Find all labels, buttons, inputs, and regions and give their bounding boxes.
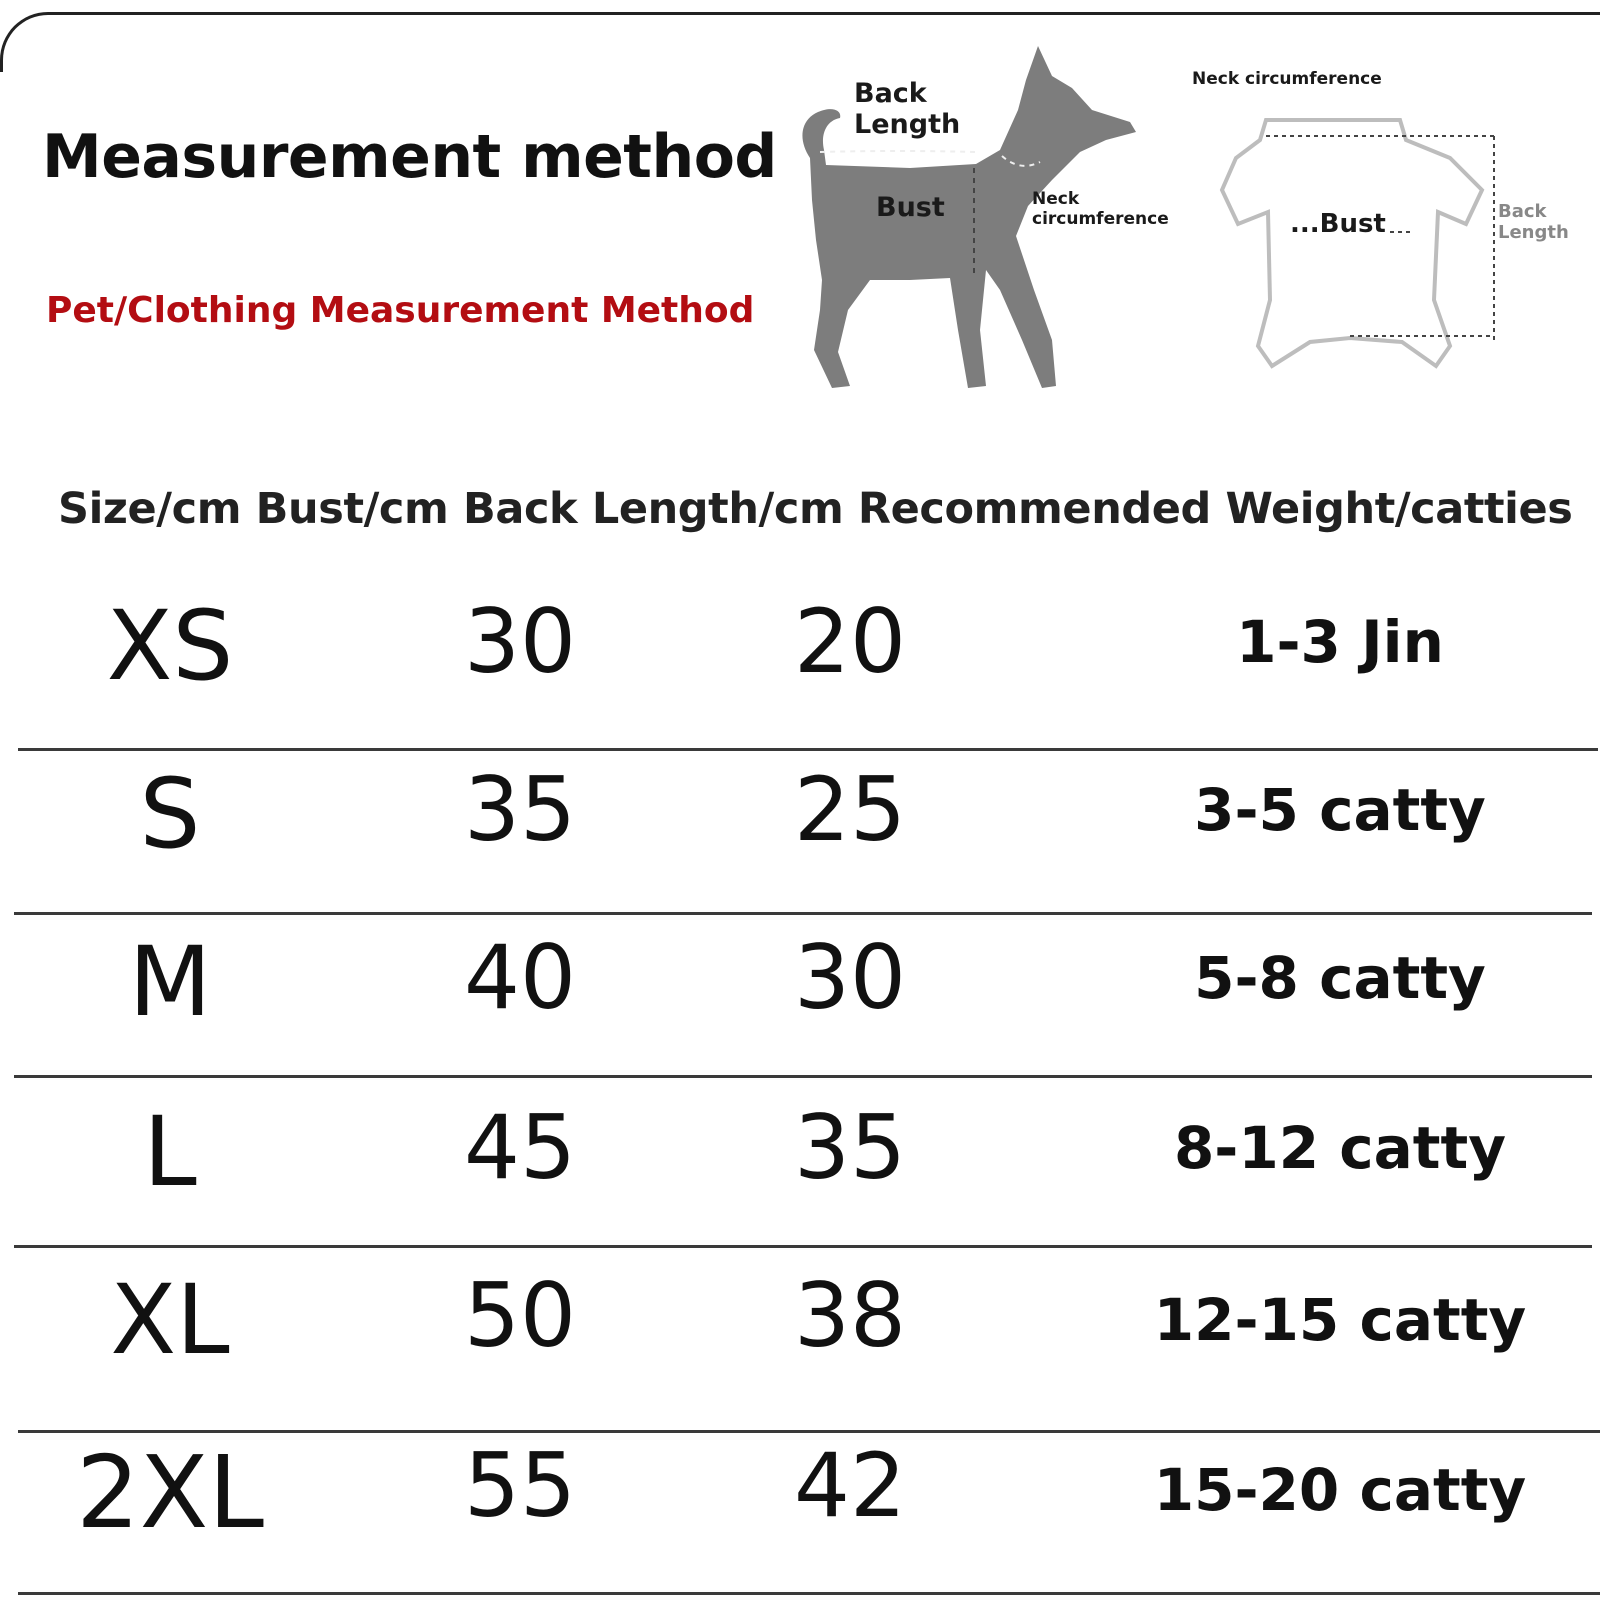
size-cell: L <box>143 1096 197 1208</box>
bust-cell: 45 <box>464 1096 576 1199</box>
size-cell: XL <box>110 1264 230 1376</box>
page-title: Measurement method <box>42 122 777 192</box>
back-length-cell: 25 <box>794 758 906 861</box>
size-cell: M <box>128 926 212 1038</box>
bust-cell: 35 <box>464 758 576 861</box>
weight-cell: 8-12 catty <box>1173 1114 1507 1182</box>
shirt-bust-label: ...Bust <box>1290 209 1386 239</box>
bust-cell: 50 <box>464 1264 576 1367</box>
row-divider <box>14 1075 1592 1078</box>
back-length-cell: 35 <box>794 1096 906 1199</box>
bust-cell: 30 <box>464 590 576 693</box>
weight-cell: 15-20 catty <box>1153 1456 1527 1524</box>
dog-bust-label: Bust <box>876 192 945 223</box>
back-length-cell: 20 <box>794 590 906 693</box>
weight-cell: 3-5 catty <box>1194 776 1486 844</box>
size-table-header: Size/cm Bust/cm Back Length/cm Recommended Weight/catties <box>58 484 1573 534</box>
measurement-illustration <box>790 40 1600 410</box>
back-length-cell: 30 <box>794 926 906 1029</box>
weight-cell: 5-8 catty <box>1194 944 1486 1012</box>
row-divider <box>14 1245 1592 1248</box>
shirt-outline-icon <box>1222 120 1482 366</box>
size-cell: 2XL <box>76 1434 264 1551</box>
shirt-neck-label: Neck circumference <box>1192 69 1382 89</box>
dog-back-length-label: Back Length <box>854 78 961 141</box>
row-divider <box>18 1592 1600 1595</box>
page-subtitle: Pet/Clothing Measurement Method <box>46 290 755 331</box>
bust-cell: 40 <box>464 926 576 1029</box>
dog-neck-label: Neck circumference <box>1032 189 1169 229</box>
shirt-back-length-label: Back Length <box>1498 201 1569 243</box>
back-length-cell: 38 <box>794 1264 906 1367</box>
row-divider <box>14 912 1592 915</box>
size-cell: S <box>139 758 201 870</box>
bust-cell: 55 <box>464 1434 576 1537</box>
weight-cell: 12-15 catty <box>1153 1286 1527 1354</box>
weight-cell: 1-3 Jin <box>1236 608 1444 676</box>
row-divider <box>18 1430 1600 1433</box>
size-cell: XS <box>106 590 234 702</box>
row-divider <box>18 748 1598 751</box>
back-length-cell: 42 <box>794 1434 906 1537</box>
